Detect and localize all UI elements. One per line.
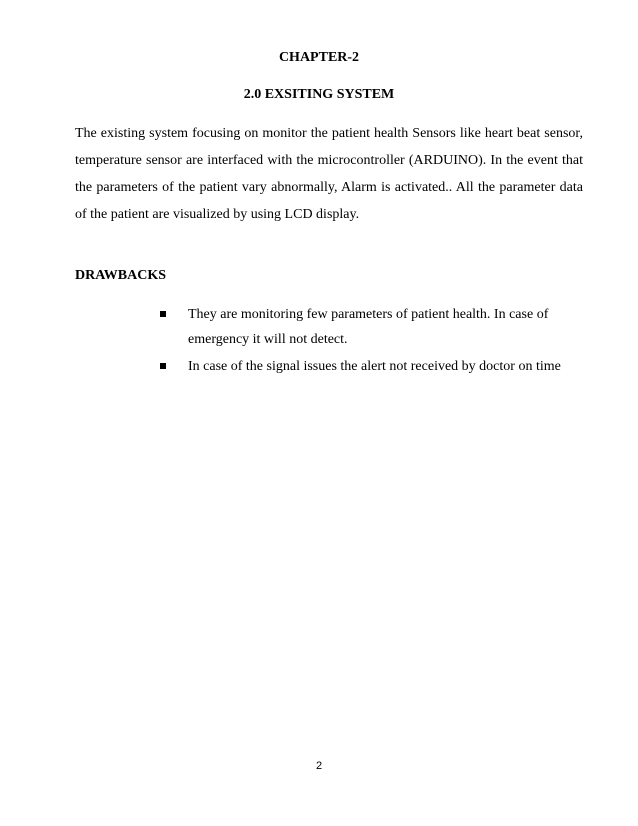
chapter-heading-text: CHAPTER-2 [278,50,360,65]
square-bullet-icon [160,363,166,369]
section-heading: 2.0 EXSITING SYSTEM [243,87,395,102]
list-item-text: In case of the signal issues the alert not received by doctor on time [188,359,561,374]
chapter-heading [0,50,638,66]
list-item [160,302,580,352]
page-number: 2 [315,760,323,772]
list-item [160,354,580,379]
drawbacks-heading: DRAWBACKS [75,268,167,283]
square-bullet-icon [160,311,166,317]
body-paragraph: The existing system focusing on monitor the patient health Sensors like heart beat sensor, temperature sensor are interfaced with the microcontroller (ARDUINO). In the event that the parameters of the patient vary abnormally, Alarm is activated.. All the parameter data of the patient are visualized by using LCD display. [75,126,583,222]
list-item-text: They are monitoring few parameters of patient health. In case of emergency it will not detect. [188,307,549,347]
drawbacks-list [160,302,580,381]
